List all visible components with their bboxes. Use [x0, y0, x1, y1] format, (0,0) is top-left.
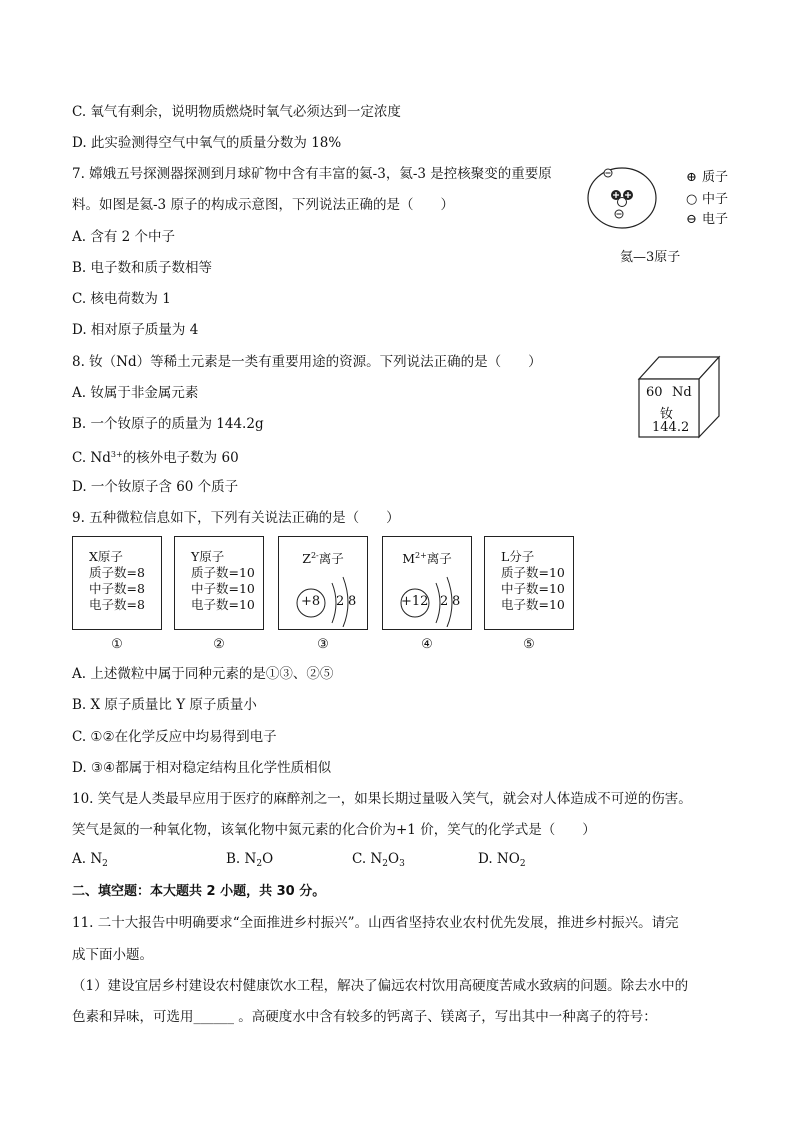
ion-symbol: Z: [302, 551, 311, 566]
shell-2-count: 8: [348, 594, 357, 609]
particle-index-2: ②: [213, 637, 225, 652]
shell-1-count: 2: [336, 594, 345, 609]
helium-3-atom-diagram: [586, 164, 662, 236]
q10-option-d: [478, 851, 526, 869]
particle-neutrons: 中子数=8: [89, 581, 145, 596]
ion-charge: 2-: [310, 551, 319, 560]
particle-card-m: [382, 536, 472, 630]
q10-c-sub: 2: [382, 859, 388, 869]
legend-electron: [686, 208, 728, 227]
particle-title: [279, 549, 367, 567]
q8-option-d: D. 一个钕原子含 60 个质子: [72, 479, 239, 495]
nd-name: 钕: [660, 407, 674, 422]
q7-option-a: A. 含有 2 个中子: [72, 229, 176, 245]
q11-part1-2: 色素和异味，可选用______ 。高硬度水中含有较多的钙离子、镁离子，写出其中一种离子的符号：: [72, 1009, 657, 1025]
particle-protons: 质子数=10: [501, 565, 565, 580]
ion-word: 离子: [318, 551, 344, 566]
q8-c-charge: 3+: [110, 450, 123, 459]
q7-stem-1: 7. 嫦娥五号探测器探测到月球矿物中含有丰富的氦-3，氦-3 是控核聚变的重要原: [72, 166, 552, 182]
particle-card-x: [72, 536, 162, 630]
proton-legend-icon: ⊕: [686, 170, 697, 185]
q6-option-c: C. 氧气有剩余，说明物质燃烧时氧气必须达到一定浓度: [72, 104, 401, 120]
legend-electron-label: 电子: [702, 212, 729, 227]
particle-card-l: [484, 536, 574, 630]
particle-title: Y原子: [191, 549, 225, 564]
q10-c-mid: O: [387, 851, 400, 867]
q8-option-b: B. 一个钕原子的质量为 144.2g: [72, 416, 264, 432]
q7-option-d: D. 相对原子质量为 4: [72, 322, 199, 338]
nucleus-charge: +8: [301, 594, 321, 609]
q10-c-text: C. N: [352, 851, 383, 867]
q10-b-text: B. N: [226, 851, 257, 867]
section-2-heading: 二、填空题：本大题共 2 小题，共 30 分。: [72, 884, 326, 899]
helium-3-caption: 氦—3原子: [620, 250, 681, 265]
particle-protons: 质子数=10: [191, 565, 255, 580]
electron-legend-icon: ⊖: [686, 212, 697, 227]
q10-stem-2: 笑气是氮的一种氧化物，该氧化物中氮元素的化合价为+1 价，笑气的化学式是（ ）: [72, 822, 596, 838]
nucleus-charge: +12: [401, 594, 429, 609]
particle-title: X原子: [89, 549, 123, 564]
q8-option-c: [72, 445, 239, 468]
nd-atomic-mass: 144.2: [652, 420, 690, 435]
particle-title: [383, 549, 471, 567]
q11-stem-1: 11. 二十大报告中明确要求“全面推进乡村振兴”。山西省坚持农业农村优先发展，推进乡村振兴。请完: [72, 915, 679, 931]
q8-c-pre: C. Nd: [72, 450, 111, 466]
q6-option-d: D. 此实验测得空气中氧气的质量分数为 18%: [72, 135, 342, 151]
particle-index-1: ①: [111, 637, 123, 652]
q9-option-d: D. ③④都属于相对稳定结构且化学性质相似: [72, 760, 332, 776]
ion-charge: 2+: [415, 551, 427, 560]
legend-neutron: [686, 188, 728, 207]
q9-stem: 9. 五种微粒信息如下，下列有关说法正确的是（ ）: [72, 510, 400, 526]
particle-card-z: [278, 536, 368, 630]
q7-stem-2: 料。如图是氦-3 原子的构成示意图，下列说法正确的是（ ）: [72, 197, 454, 213]
particle-electrons: 电子数=8: [89, 597, 145, 612]
q10-stem-1: 10. 笑气是人类最早应用于医疗的麻醉剂之一，如果长期过量吸入笑气，就会对人体造成不可逆的伤害。: [72, 791, 692, 807]
q10-option-a: [72, 851, 108, 869]
q8-option-a: A. 钕属于非金属元素: [72, 385, 199, 401]
nd-atomic-number: 60: [646, 385, 663, 400]
q10-option-c: [352, 851, 405, 869]
legend-neutron-label: 中子: [702, 192, 729, 207]
q10-d-sub: 2: [519, 859, 526, 869]
q10-d-text: D. NO: [478, 851, 520, 867]
particle-electrons: 电子数=10: [501, 597, 565, 612]
particle-neutrons: 中子数=10: [191, 581, 255, 596]
particle-electrons: 电子数=10: [191, 597, 255, 612]
shell-1-count: 2: [440, 594, 449, 609]
q10-a-text: A. N: [72, 851, 103, 867]
q10-b-sub: 2: [256, 859, 263, 869]
particle-title: L分子: [501, 549, 535, 564]
shell-2-count: 8: [452, 594, 461, 609]
q9-option-a: A. 上述微粒中属于同种元素的是①③、②⑤: [72, 666, 334, 682]
particle-index-5: ⑤: [523, 637, 535, 652]
q8-c-post: 的核外电子数为 60: [122, 450, 239, 466]
q10-a-sub: 2: [102, 859, 108, 869]
q7-option-c: C. 核电荷数为 1: [72, 291, 171, 307]
legend-proton: [686, 166, 728, 185]
q8-stem: 8. 钕（Nd）等稀土元素是一类有重要用途的资源。下列说法正确的是（ ）: [72, 354, 542, 370]
q9-option-c: C. ①②在化学反应中均易得到电子: [72, 729, 277, 745]
q11-stem-2: 成下面小题。: [72, 947, 153, 963]
neutron-icon: [618, 198, 627, 207]
legend-proton-label: 质子: [702, 170, 729, 185]
ion-word: 离子: [426, 551, 452, 566]
q9-option-b: B. X 原子质量比 Y 原子质量小: [72, 697, 257, 713]
particle-protons: 质子数=8: [89, 565, 145, 580]
q7-option-b: B. 电子数和质子数相等: [72, 260, 213, 276]
particle-index-3: ③: [317, 637, 329, 652]
neutron-legend-icon: ○: [686, 192, 698, 207]
nd-symbol: Nd: [672, 385, 692, 400]
particle-index-4: ④: [421, 637, 433, 652]
q10-option-b: [226, 851, 273, 869]
particle-card-y: [174, 536, 264, 630]
q10-c-sub2: 3: [399, 859, 405, 869]
particle-neutrons: 中子数=10: [501, 581, 565, 596]
q11-part1-1: （1）建设宜居乡村建设农村健康饮水工程，解决了偏远农村饮用高硬度苦咸水致病的问题。除去水中的: [72, 978, 689, 994]
q10-b-post: O: [262, 851, 274, 867]
ion-symbol: M: [402, 551, 415, 566]
